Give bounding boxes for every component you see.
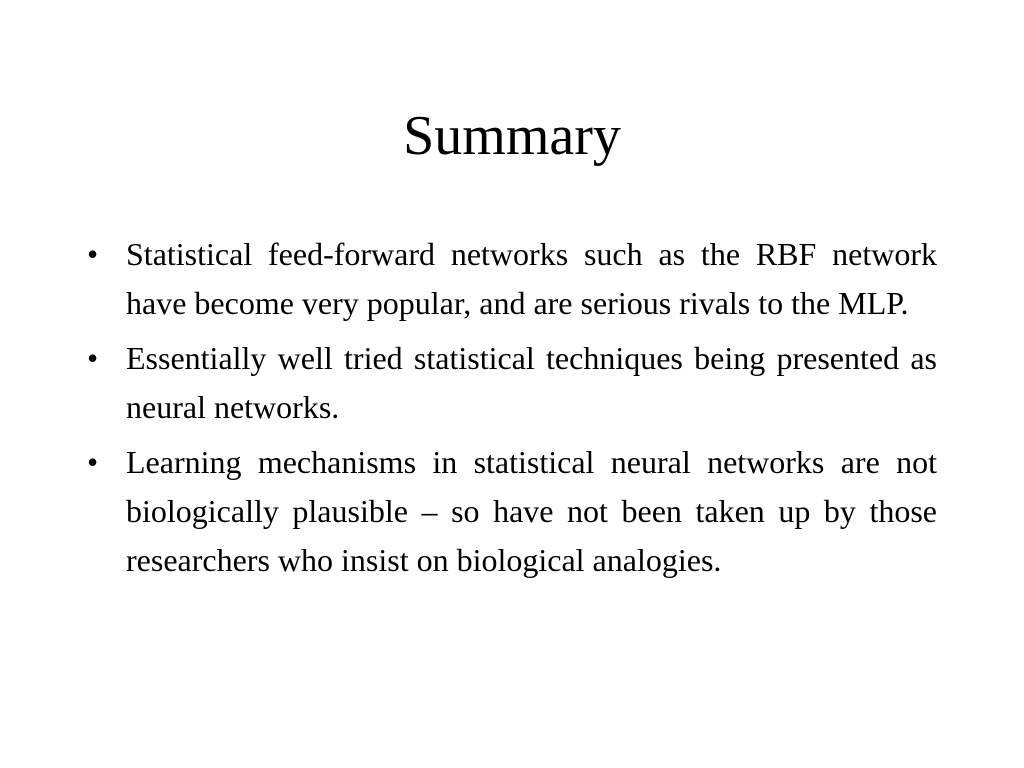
bullet-item xyxy=(87,334,937,432)
bullet-item xyxy=(87,438,937,585)
bullet-text: Learning mechanisms in statistical neural networks are not biologically plausible – so have not been taken up by those researchers who insist on biological analogies. xyxy=(126,444,937,578)
bullet-list xyxy=(87,230,937,591)
bullet-text: Statistical feed-forward networks such as the RBF network have become very popular, and are serious rivals to the MLP. xyxy=(126,236,937,321)
bullet-text: Essentially well tried statistical techniques being presented as neural networks. xyxy=(126,340,937,425)
bullet-marker: • xyxy=(87,444,99,480)
bullet-marker: • xyxy=(87,340,99,376)
slide-title: Summary xyxy=(403,105,621,167)
bullet-marker: • xyxy=(87,236,99,272)
bullet-item xyxy=(87,230,937,328)
